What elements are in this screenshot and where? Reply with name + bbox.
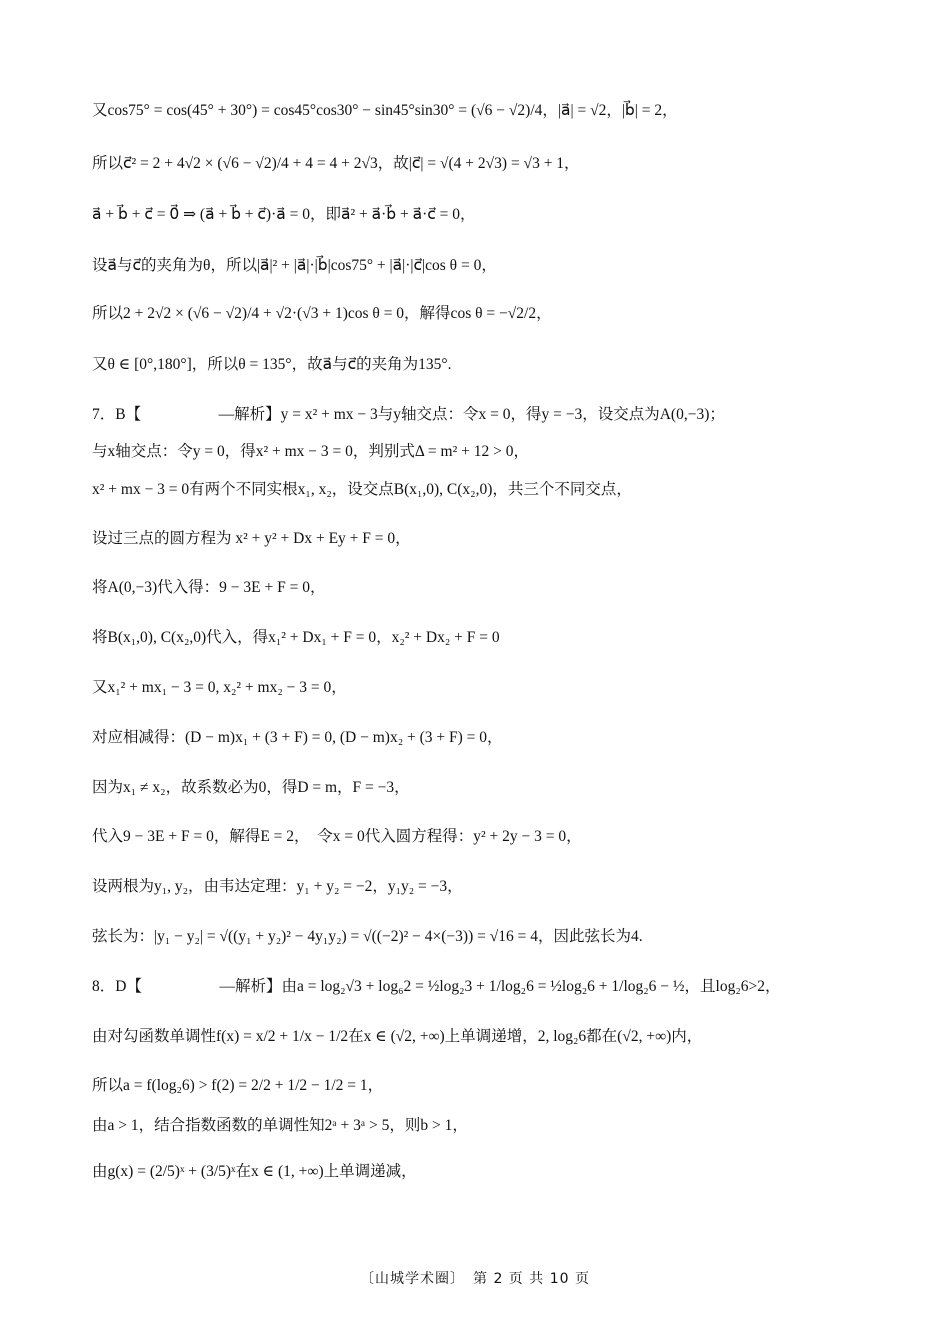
- text-line: 所以2 + 2√2 × (√6 − √2)/4 + √2·(√3 + 1)cos θ = 0，解得cos θ = −√2/2，: [92, 305, 552, 322]
- text-line: 所以a = f(log₂6) > f(2) = 2/2 + 1/2 − 1/2 = 1，: [92, 1077, 384, 1094]
- text-line: 设过三点的圆方程为 x² + y² + Dx + Ey + F = 0，: [92, 530, 411, 547]
- text-line: 又cos75° = cos(45° + 30°) = cos45°cos30° − sin45°sin30° = (√6 − √2)/4，|a⃗| = √2，|b⃗| = 2，: [92, 102, 678, 119]
- text-line: 因为x₁ ≠ x₂，故系数必为0，得D = m，F = −3，: [92, 779, 410, 796]
- text-line: 所以c⃗² = 2 + 4√2 × (√6 − √2)/4 + 4 = 4 + 2√3，故|c⃗| = √(4 + 2√3) = √3 + 1，: [92, 155, 580, 172]
- text-line: 由对勾函数单调性f(x) = x/2 + 1/x − 1/2在x ∈ (√2, +∞)上单调递增，2, log₂6都在(√2, +∞)内，: [92, 1028, 703, 1045]
- text-line: 8．D【 —解析】由a = log₂√3 + log₆2 = ½log₂3 + 1/log₂6 = ½log₂6 + 1/log₂6 − ½，且log₂6>2，: [92, 978, 781, 995]
- text-line: 代入9 − 3E + F = 0，解得E = 2， 令x = 0代入圆方程得：y² + 2y − 3 = 0，: [92, 828, 582, 845]
- text-line: 设两根为y₁, y₂，由韦达定理：y₁ + y₂ = −2，y₁y₂ = −3，: [92, 878, 463, 895]
- text-line: 由a > 1，结合指数函数的单调性知2ᵃ + 3ᵃ > 5，则b > 1，: [92, 1117, 468, 1134]
- text-line: x² + mx − 3 = 0有两个不同实根x₁, x₂，设交点B(x₁,0), C(x₂,0)，共三个不同交点，: [92, 481, 632, 498]
- text-line: 又x₁² + mx₁ − 3 = 0, x₂² + mx₂ − 3 = 0，: [92, 679, 347, 696]
- text-line: 设a⃗与c⃗的夹角为θ，所以|a⃗|² + |a⃗|·|b⃗|cos75° + |a⃗|·|c⃗|cos θ = 0，: [92, 257, 497, 274]
- text-line: 与x轴交点：令y = 0，得x² + mx − 3 = 0，判别式Δ = m² + 12 > 0，: [92, 443, 529, 460]
- text-line: 将A(0,−3)代入得：9 − 3E + F = 0，: [92, 579, 326, 596]
- text-line: 7．B【 —解析】y = x² + mx − 3与y轴交点：令x = 0，得y = −3，设交点为A(0,−3)；: [92, 406, 725, 423]
- page-footer: 〔山城学术圈〕 第 2 页 共 10 页: [360, 1271, 590, 1287]
- text-line: 又θ ∈ [0°,180°]，所以θ = 135°，故a⃗与c⃗的夹角为135°.: [92, 356, 452, 373]
- text-line: 将B(x₁,0), C(x₂,0)代入，得x₁² + Dx₁ + F = 0，x₂² + Dx₂ + F = 0: [92, 629, 500, 646]
- text-line: 对应相减得：(D − m)x₁ + (3 + F) = 0, (D − m)x₂ + (3 + F) = 0，: [92, 729, 503, 746]
- text-line: 由g(x) = (2/5)ˣ + (3/5)ˣ在x ∈ (1, +∞)上单调递减，: [92, 1163, 417, 1180]
- text-line: a⃗ + b⃗ + c⃗ = 0⃗ ⇒ (a⃗ + b⃗ + c⃗)·a⃗ = 0，即a⃗² + a⃗·b⃗ + a⃗·c⃗ = 0，: [92, 206, 476, 223]
- text-line: 弦长为：|y₁ − y₂| = √((y₁ + y₂)² − 4y₁y₂) = √((−2)² − 4×(−3)) = √16 = 4，因此弦长为4.: [92, 928, 643, 945]
